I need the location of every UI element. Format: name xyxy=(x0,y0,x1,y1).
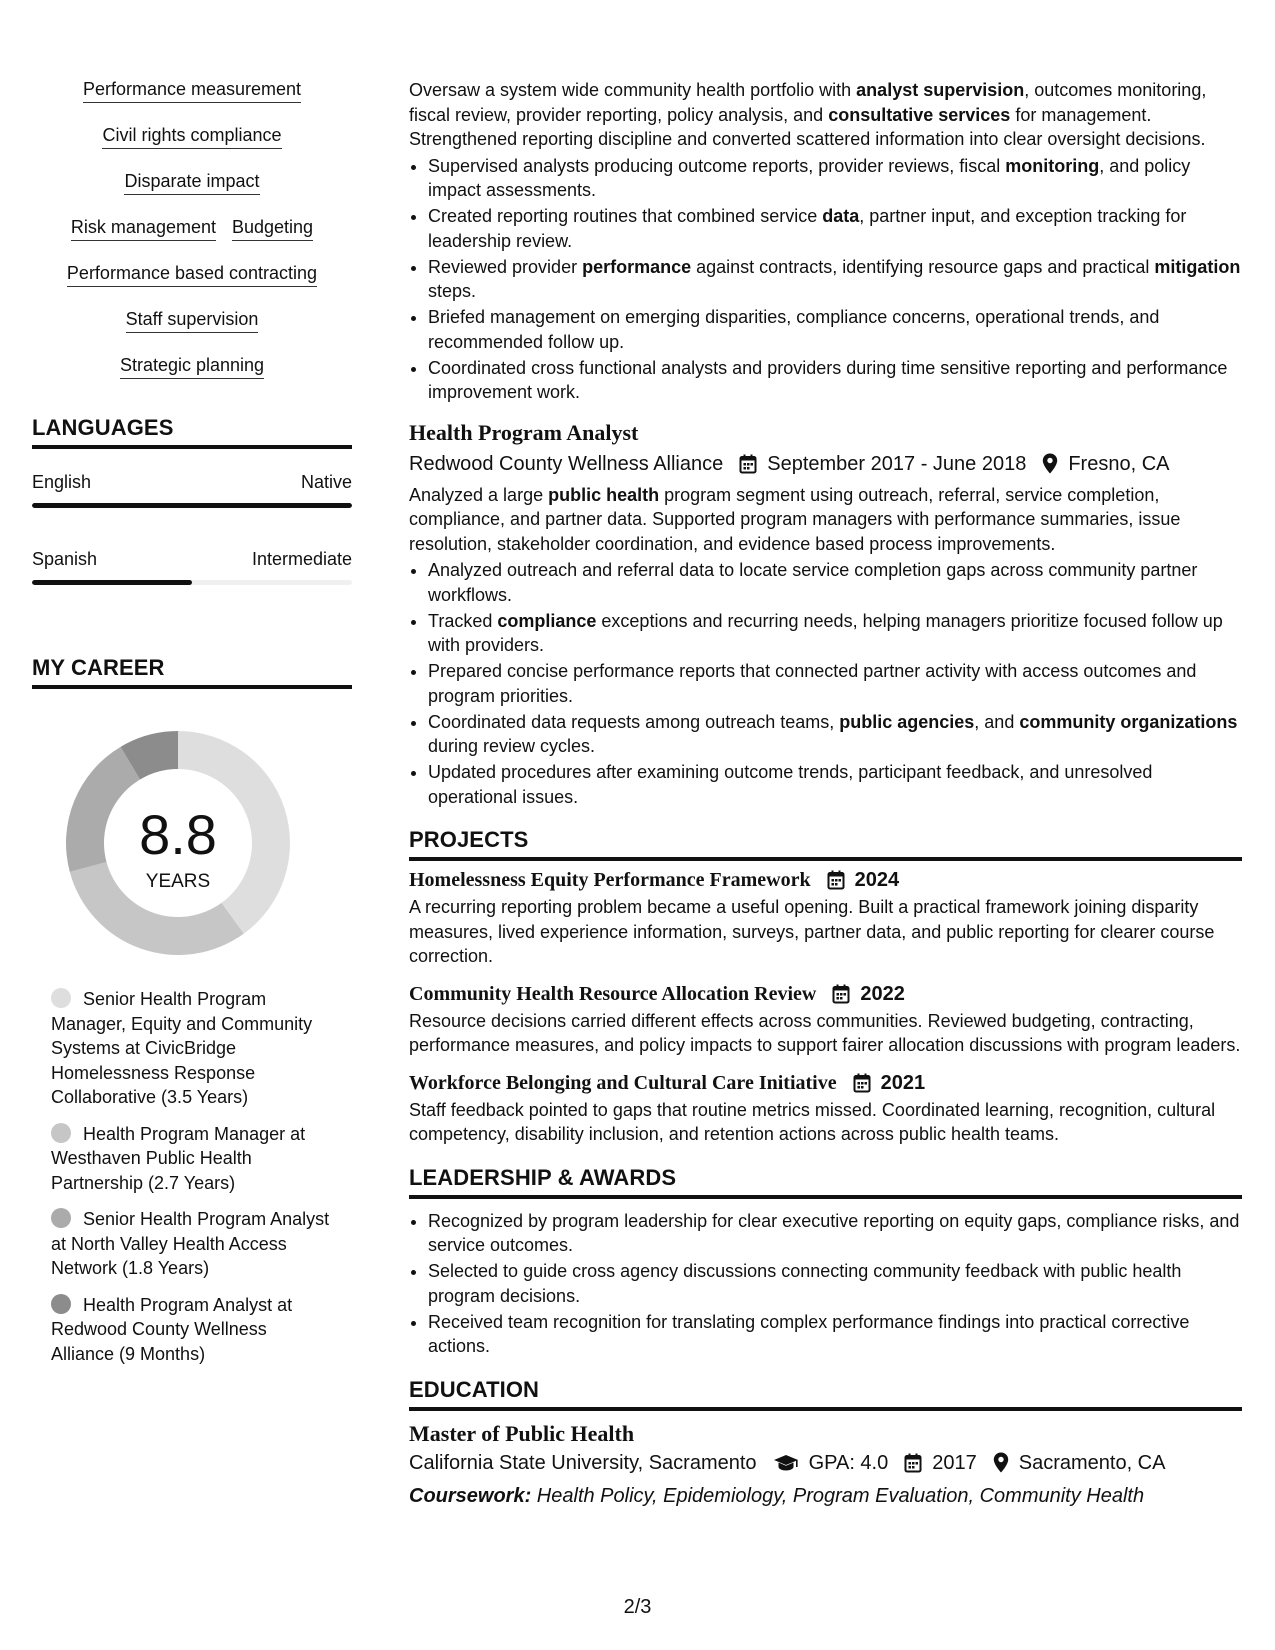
career-unit: YEARS xyxy=(145,871,211,892)
bold-text: analyst supervision xyxy=(856,80,1025,100)
text-run: Reviewed provider xyxy=(428,256,583,277)
career-dot xyxy=(51,1208,71,1228)
bullet-item xyxy=(428,305,1242,354)
job-bullets xyxy=(409,558,1242,809)
awards-title: LEADERSHIP & AWARDS xyxy=(409,1165,1242,1199)
job-location: Fresno, CA xyxy=(1068,452,1170,475)
bold-text: performance xyxy=(582,256,692,277)
projects-section xyxy=(409,827,1242,1147)
project-item xyxy=(409,1070,1242,1147)
bold-text: monitoring xyxy=(1005,155,1100,176)
text-run: Analyzed outreach and referral data to locate service completion gaps across community partner workflows. xyxy=(428,560,1198,605)
project-name: Community Health Resource Allocation Review xyxy=(409,982,817,1005)
education-title: EDUCATION xyxy=(409,1377,1242,1411)
project-name: Workforce Belonging and Cultural Care Initiative xyxy=(409,1071,837,1094)
education-location: Sacramento, CA xyxy=(1018,1451,1166,1474)
projects-list xyxy=(409,867,1242,1147)
job-title: Health Program Analyst xyxy=(409,419,639,445)
text-run: Briefed management on emerging disparities, compliance concerns, operational trends, and recommended follow up. xyxy=(428,307,1160,352)
calendar-icon xyxy=(832,984,850,1004)
bold-text: consultative services xyxy=(828,104,1011,125)
bullet-item xyxy=(428,710,1242,759)
bold-text: compliance xyxy=(497,610,597,631)
skill-row xyxy=(32,170,352,195)
graduation-year: 2017 xyxy=(932,1451,977,1474)
language-row xyxy=(32,471,352,493)
job-company: Redwood County Wellness Alliance xyxy=(409,452,724,475)
calendar-icon xyxy=(904,1453,922,1473)
education-section xyxy=(409,1377,1242,1510)
education-meta xyxy=(409,1449,1242,1477)
text-run: against contracts, identifying resource gaps and practical xyxy=(691,256,1155,277)
career-item xyxy=(51,1293,331,1367)
text-run: , outcomes monitoring, fiscal review, provider reporting, policy analysis, and xyxy=(409,80,1207,125)
text-run: , and policy impact assessments. xyxy=(428,155,1191,200)
skill-row xyxy=(32,308,352,333)
previous-job-bullets xyxy=(409,154,1242,405)
map-pin-icon xyxy=(993,1452,1009,1473)
bullet-item xyxy=(428,204,1242,253)
project-title-row xyxy=(409,1070,1242,1096)
text-run: for management. Strengthened reporting discipline and converted scattered information into clear oversight decisions. xyxy=(409,104,1206,149)
award-item: • Selected to guide cross agency discussions connecting community feedback with public health program decisions. xyxy=(428,1259,1242,1308)
bold-text: public health xyxy=(548,484,660,505)
coursework xyxy=(409,1482,1242,1510)
skill-row xyxy=(32,216,352,241)
skill-row xyxy=(32,354,352,379)
skill-row xyxy=(32,78,352,103)
text-run: Updated procedures after examining outcome trends, participant feedback, and unresolved operational issues. xyxy=(428,762,1153,807)
career-title: MY CAREER xyxy=(32,655,352,689)
text-run: Coordinated data requests among outreach teams, xyxy=(428,711,840,732)
coursework-label: Coursework: xyxy=(409,1484,532,1507)
project-year: 2024 xyxy=(854,869,900,891)
school: California State University, Sacramento xyxy=(409,1451,757,1474)
language-level: Native xyxy=(300,472,352,492)
language-row xyxy=(32,548,352,570)
skill-row xyxy=(32,262,352,287)
project-title-row xyxy=(409,867,1242,893)
awards-section xyxy=(409,1165,1242,1359)
career-donut xyxy=(66,731,290,955)
text-run: , partner input, and exception tracking for leadership review. xyxy=(428,206,1187,251)
language-name: Spanish xyxy=(32,549,98,569)
language-name: English xyxy=(32,472,92,492)
awards-list xyxy=(409,1209,1242,1359)
bullet-item xyxy=(428,659,1242,708)
languages-list xyxy=(32,471,352,585)
career-section xyxy=(32,655,352,1366)
calendar-icon xyxy=(739,454,757,474)
skill-tag: Performance measurement xyxy=(83,78,301,103)
language-level: Intermediate xyxy=(251,549,352,569)
skill-tag: Disparate impact xyxy=(124,170,259,195)
text-run: exceptions and recurring needs, helping managers prioritize focused follow up with providers. xyxy=(428,610,1223,655)
degree: Master of Public Health xyxy=(409,1420,635,1446)
text-run: Tracked xyxy=(428,610,498,631)
award-item: • Received team recognition for translating complex performance findings into practical corrective actions. xyxy=(428,1310,1242,1359)
text-run: program segment using outreach, referral, service completion, compliance, and partner data. Supported program managers with performance summaries, issue resolution, stakeholder coordination, and evidence based process improvements. xyxy=(409,484,1181,554)
skill-tag: Risk management xyxy=(71,216,216,241)
skill-tag: Civil rights compliance xyxy=(102,124,281,149)
language-bar-fill xyxy=(32,580,192,585)
project-name: Homelessness Equity Performance Framework xyxy=(409,869,811,891)
bullet-item xyxy=(428,154,1242,203)
skill-row xyxy=(32,124,352,149)
text-run: during review cycles. xyxy=(428,736,596,756)
career-text: Senior Health Program Manager, Equity and Community Systems at CivicBridge Homelessness Response Collaborative (3.5 Years) xyxy=(51,989,313,1107)
job-dates: September 2017 - June 2018 xyxy=(767,452,1027,475)
bold-text: community organizations xyxy=(1019,711,1238,732)
career-list xyxy=(51,987,331,1366)
project-year: 2022 xyxy=(860,982,905,1005)
projects-title: PROJECTS xyxy=(409,827,1242,861)
career-item xyxy=(51,987,331,1110)
language-item xyxy=(32,471,352,508)
language-bar xyxy=(32,503,352,508)
language-bar xyxy=(32,580,352,585)
career-dot xyxy=(51,988,71,1008)
language-item xyxy=(32,548,352,585)
text-run: Prepared concise performance reports that connected partner activity with access outcomes and program priorities. xyxy=(428,661,1197,706)
job-meta xyxy=(409,450,1242,478)
career-text: Health Program Manager at Westhaven Public Health Partnership (2.7 Years) xyxy=(51,1123,306,1193)
bold-text: mitigation xyxy=(1154,256,1241,277)
left-column xyxy=(32,78,352,1378)
map-pin-icon xyxy=(1042,453,1058,474)
right-column xyxy=(409,78,1242,1510)
job-summary xyxy=(409,483,1242,557)
page-number: 2/3 xyxy=(623,1596,652,1618)
skill-tag: Budgeting xyxy=(232,216,313,241)
career-dot xyxy=(51,1294,71,1314)
text-run: Oversaw a system wide community health portfolio with xyxy=(409,80,857,100)
text-run: , and xyxy=(974,711,1020,732)
skill-tag: Staff supervision xyxy=(126,308,259,333)
graduation-cap-icon xyxy=(773,1454,799,1472)
text-run: steps. xyxy=(428,281,477,301)
text-run: Analyzed a large xyxy=(409,484,549,505)
text-run: Supervised analysts producing outcome reports, provider reviews, fiscal xyxy=(428,155,1006,176)
bold-text: public agencies xyxy=(839,711,975,732)
bullet-item xyxy=(428,356,1242,405)
calendar-icon xyxy=(853,1073,871,1093)
career-total: 8.8 xyxy=(139,803,217,866)
career-text: Senior Health Program Analyst at North Valley Health Access Network (1.8 Years) xyxy=(51,1209,330,1278)
award-item: • Recognized by program leadership for clear executive reporting on equity gaps, compliance risks, and service outcomes. xyxy=(428,1209,1242,1258)
calendar-icon xyxy=(827,870,845,890)
coursework-list: Health Policy, Epidemiology, Program Evaluation, Community Health xyxy=(531,1484,1145,1507)
gpa: GPA: 4.0 xyxy=(808,1451,889,1474)
project-description: A recurring reporting problem became a useful opening. Built a practical framework joining disparity measures, lived experience information, surveys, partner data, and public reporting for clearer course correction. xyxy=(409,897,1215,966)
career-text: Health Program Analyst at Redwood County Wellness Alliance (9 Months) xyxy=(51,1294,293,1364)
text-run: Created reporting routines that combined service xyxy=(428,206,823,226)
project-item xyxy=(409,981,1242,1058)
career-item xyxy=(51,1207,331,1281)
project-item xyxy=(409,867,1242,969)
language-bar-fill xyxy=(32,503,352,508)
project-year: 2021 xyxy=(880,1071,926,1094)
project-title-row xyxy=(409,981,1242,1007)
previous-job-summary xyxy=(409,78,1242,152)
career-dot xyxy=(51,1123,71,1143)
bullet-item xyxy=(428,609,1242,658)
bullet-item xyxy=(428,558,1242,607)
languages-section xyxy=(32,415,352,585)
bullet-item xyxy=(428,255,1242,304)
text-run: Coordinated cross functional analysts and providers during time sensitive reporting and performance improvement work. xyxy=(428,357,1228,402)
skill-tag: Strategic planning xyxy=(120,354,264,379)
bold-text: data xyxy=(822,206,860,226)
career-item xyxy=(51,1122,331,1196)
languages-title: LANGUAGES xyxy=(32,415,352,449)
bullet-item xyxy=(428,760,1242,809)
skill-tag: Performance based contracting xyxy=(67,262,317,287)
project-description: Resource decisions carried different effects across communities. Reviewed budgeting, contracting, performance measures, and policy impacts to support fairer allocation discussions with program leaders. xyxy=(409,1010,1241,1055)
project-description: Staff feedback pointed to gaps that routine metrics missed. Coordinated learning, recognition, cultural competency, disability inclusion, and retention actions across public health teams. xyxy=(409,1099,1216,1144)
skills-list xyxy=(32,78,352,379)
